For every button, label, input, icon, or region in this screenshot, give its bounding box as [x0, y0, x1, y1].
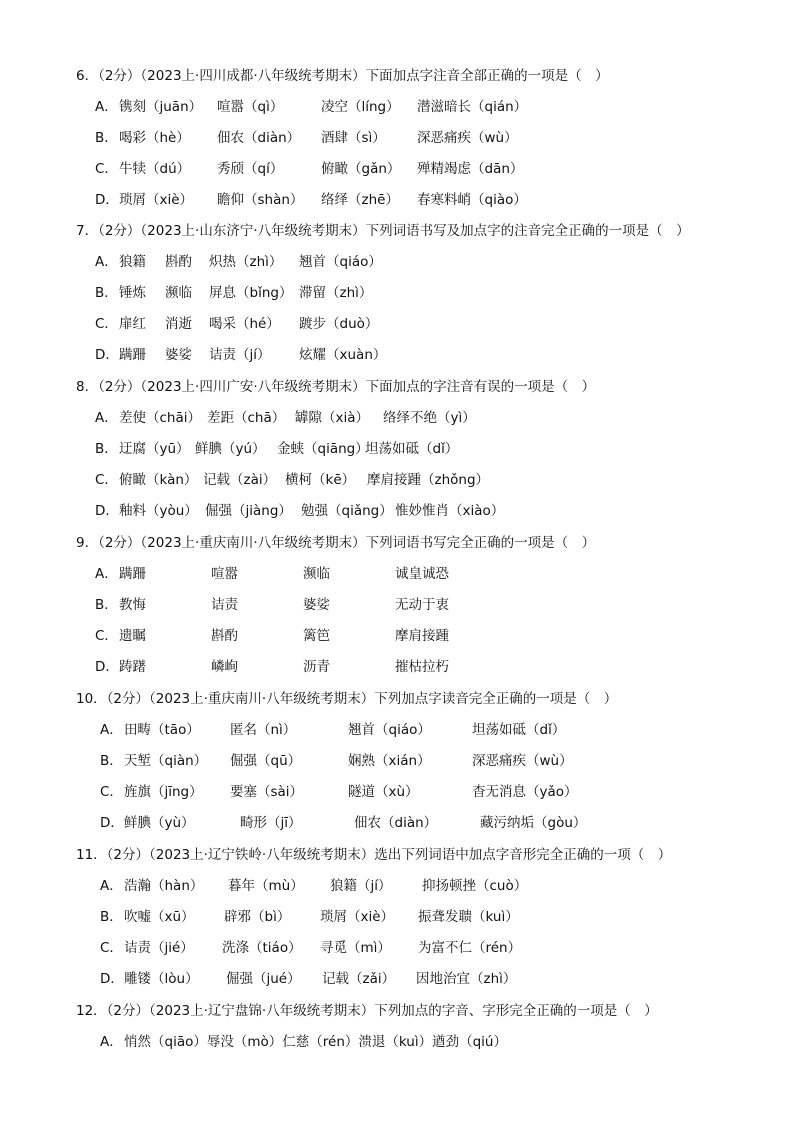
option-item: 俯瞰（kàn）	[119, 472, 198, 488]
option-item: 深恶痛疾（wù）	[417, 130, 518, 146]
option-item: 踌躇	[119, 659, 146, 675]
option-item: 鲜腆（yù）	[124, 815, 195, 831]
option-item: 潜滋暗长（qián）	[417, 99, 528, 115]
option-item: 春寒料峭（qiào）	[417, 192, 527, 208]
option-label: A．	[95, 566, 118, 582]
option-item: 蹒跚	[119, 566, 146, 582]
option-label: D．	[95, 659, 119, 675]
option-item: 摧枯拉朽	[395, 659, 449, 675]
option-item: 秀颀（qí）	[217, 161, 284, 177]
option-item: 篱笆	[303, 628, 330, 644]
option-item: 牛犊（dú）	[119, 161, 191, 177]
option-item: 辟邪（bì）	[224, 909, 291, 925]
question-7-option-c	[95, 314, 378, 334]
question-7-option-b	[95, 283, 372, 303]
question-10-option-b	[100, 751, 573, 771]
option-item: 记载（zǎi）	[322, 971, 396, 987]
option-item: 雕镂（lòu）	[124, 971, 199, 987]
option-item: 喝彩（hè）	[119, 130, 190, 146]
option-label: A．	[100, 1034, 123, 1050]
option-item: 摩肩接踵（zhǒng）	[367, 472, 490, 488]
option-item: 教悔	[119, 597, 146, 613]
option-label: B．	[95, 130, 118, 146]
option-item: 佃农（diàn）	[217, 130, 301, 146]
option-item: 喧嚣（qì）	[217, 99, 284, 115]
option-item: 为富不仁（rén）	[418, 940, 522, 956]
option-item: 横柯（kē）	[285, 472, 356, 488]
option-item: 差距（chā）	[207, 410, 286, 426]
question-6-option-d	[95, 190, 527, 210]
option-item: 瞻仰（shàn）	[217, 192, 304, 208]
option-item: 狼籍	[119, 254, 146, 270]
option-item: 濒临	[165, 285, 192, 301]
question-8-option-c	[95, 470, 489, 490]
option-item: 酒肆（sì）	[321, 130, 386, 146]
option-label: C．	[100, 940, 123, 956]
question-9-title: 9．（2分）（2023上·重庆南川·八年级统考期末）下列词语书写完全正确的一项是（ ）	[76, 535, 596, 551]
option-item: 婆娑	[303, 597, 330, 613]
option-label: D．	[95, 192, 119, 208]
option-item: 釉料（yòu）	[119, 503, 198, 519]
question-7-option-a	[95, 252, 382, 272]
question-6-option-a	[95, 97, 527, 117]
option-item: 扉红	[119, 316, 146, 332]
question-11-option-a	[100, 876, 527, 896]
option-item: 锤炼	[119, 285, 146, 301]
option-item: 沥青	[303, 659, 330, 675]
option-item: 婆娑	[165, 347, 192, 363]
option-item: 炽热（zhì）	[209, 254, 283, 270]
option-item: 翘首（qiáo）	[348, 722, 431, 738]
option-item: 诘责（jí）	[209, 347, 271, 363]
option-item: 络绎不绝（yì）	[383, 410, 476, 426]
option-item: 惟妙惟肖（xiào）	[395, 503, 505, 519]
question-11-option-c	[100, 938, 521, 958]
option-item: 濒临	[303, 566, 330, 582]
option-item: 无动于衷	[395, 597, 449, 613]
question-7-option-d	[95, 345, 386, 365]
option-item: 诘责（jié）	[124, 940, 194, 956]
option-item: 诚皇诚恐	[395, 566, 449, 582]
question-9-option-a	[95, 564, 449, 584]
option-label: D．	[100, 815, 124, 831]
option-label: A．	[95, 99, 118, 115]
option-item: 娴熟（xián）	[348, 753, 431, 769]
option-item: 杳无消息（yǎo）	[472, 784, 578, 800]
question-8-option-b	[95, 439, 458, 459]
option-item: 踱步（duò）	[299, 316, 379, 332]
option-item: 凌空（líng）	[321, 99, 400, 115]
option-item: 嶙峋	[211, 659, 238, 675]
option-label: C．	[100, 784, 123, 800]
option-item: 勉强（qiǎng）	[301, 503, 393, 519]
question-6-option-b	[95, 128, 518, 148]
option-label: C．	[95, 316, 118, 332]
option-label: D．	[95, 503, 119, 519]
option-item: 因地治宜（zhì）	[416, 971, 517, 987]
option-item: 倔强（jué）	[226, 971, 301, 987]
option-item: 悄然（qiāo）辱没（mò）仁慈（rén）溃退（kuì）遒劲（qiú）	[124, 1034, 507, 1050]
option-item: 匿名（nì）	[230, 722, 297, 738]
option-item: 诘责	[211, 597, 238, 613]
question-8-title: 8．（2分）（2023上·四川广安·八年级统考期末）下面加点的字注音有误的一项是（ ）	[76, 379, 596, 395]
question-9-option-b	[95, 595, 449, 615]
question-6-option-c	[95, 159, 523, 179]
option-item: 隧道（xù）	[348, 784, 419, 800]
option-label: D．	[100, 971, 124, 987]
question-10-option-c	[100, 782, 578, 802]
option-label: D．	[95, 347, 119, 363]
option-item: 消逝	[165, 316, 192, 332]
question-7-title: 7．（2分）（2023上·山东济宁·八年级统考期末）下列词语书写及加点字的注音完全正确的一项是（ ）	[76, 223, 690, 239]
option-item: 罅隙（xià）	[295, 410, 370, 426]
option-item: 吹嘘（xū）	[124, 909, 195, 925]
question-9-option-c	[95, 626, 449, 646]
option-label: A．	[95, 254, 118, 270]
question-8-option-d	[95, 501, 504, 521]
question-12-title: 12．（2分）（2023上·辽宁盘锦·八年级统考期末）下列加点的字音、字形完全正确的一项是（ ）	[76, 1003, 658, 1019]
option-item: 狼籍（jí）	[330, 878, 392, 894]
option-item: 琐屑（xiè）	[119, 192, 194, 208]
option-item: 寻觅（mì）	[320, 940, 391, 956]
option-item: 摩肩接踵	[395, 628, 449, 644]
option-item: 天堑（qiàn）	[124, 753, 208, 769]
question-10-option-d	[100, 813, 586, 833]
option-label: C．	[95, 472, 118, 488]
option-item: 蹒跚	[119, 347, 146, 363]
option-item: 斟酌	[165, 254, 192, 270]
option-item: 遗瞩	[119, 628, 146, 644]
option-item: 斟酌	[211, 628, 238, 644]
option-label: A．	[100, 878, 123, 894]
question-11-option-b	[100, 907, 519, 927]
question-6-title: 6．（2分）（2023上·四川成都·八年级统考期末）下面加点字注音全部正确的一项是（ ）	[76, 68, 609, 84]
option-item: 要塞（sài）	[230, 784, 304, 800]
question-11-option-d	[100, 969, 516, 989]
option-item: 俯瞰（gǎn）	[321, 161, 401, 177]
option-label: A．	[95, 410, 118, 426]
question-10-title: 10．（2分）（2023上·重庆南川·八年级统考期末）下列加点字读音完全正确的一项是（ ）	[76, 691, 618, 707]
option-item: 振聋发聩（kuì）	[418, 909, 519, 925]
option-label: C．	[95, 628, 118, 644]
option-label: B．	[100, 753, 123, 769]
option-item: 翘首（qiáo）	[299, 254, 382, 270]
option-label: B．	[100, 909, 123, 925]
question-11-title: 11．（2分）（2023上·辽宁铁岭·八年级统考期末）选出下列词语中加点字音形完全正确的一项（ ）	[76, 847, 672, 863]
option-item: 殚精竭虑（dān）	[417, 161, 524, 177]
question-9-option-d	[95, 657, 449, 677]
option-item: 喧嚣	[211, 566, 238, 582]
option-item: 鲜腆（yú）	[195, 441, 266, 457]
option-label: C．	[95, 161, 118, 177]
option-label: B．	[95, 441, 118, 457]
question-12-option-a	[100, 1032, 507, 1052]
option-label: B．	[95, 285, 118, 301]
option-item: 抑扬顿挫（cuò）	[422, 878, 528, 894]
option-item: 坦荡如砥（dǐ）	[365, 441, 459, 457]
option-item: 洗涤（tiáo）	[222, 940, 302, 956]
option-item: 田畴（tāo）	[124, 722, 200, 738]
option-item: 差使（chāi）	[119, 410, 202, 426]
option-item: 记载（zài）	[203, 472, 277, 488]
option-label: B．	[95, 597, 118, 613]
option-item: 畸形（jī）	[240, 815, 302, 831]
option-item: 佃农（diàn）	[354, 815, 438, 831]
option-item: 炫耀（xuàn）	[299, 347, 387, 363]
option-item: 倔强（qū）	[230, 753, 302, 769]
option-item: 镌刻（juān）	[119, 99, 203, 115]
option-item: 坦荡如砥（dǐ）	[472, 722, 566, 738]
option-item: 浩瀚（hàn）	[124, 878, 204, 894]
option-item: 金蛱（qiāng）	[277, 441, 369, 457]
option-item: 深恶痛疾（wù）	[472, 753, 573, 769]
option-item: 琐屑（xiè）	[320, 909, 395, 925]
option-item: 滞留（zhì）	[299, 285, 373, 301]
option-item: 暮年（mù）	[228, 878, 304, 894]
option-item: 屏息（bǐng）	[209, 285, 293, 301]
question-8-option-a	[95, 408, 476, 428]
option-item: 旌旗（jīng）	[124, 784, 203, 800]
option-item: 喝采（hé）	[209, 316, 280, 332]
option-item: 络绎（zhē）	[321, 192, 399, 208]
option-item: 倔强（jiàng）	[205, 503, 292, 519]
option-item: 藏污纳垢（gòu）	[480, 815, 587, 831]
option-label: A．	[100, 722, 123, 738]
question-10-option-a	[100, 720, 565, 740]
option-item: 迂腐（yū）	[119, 441, 190, 457]
